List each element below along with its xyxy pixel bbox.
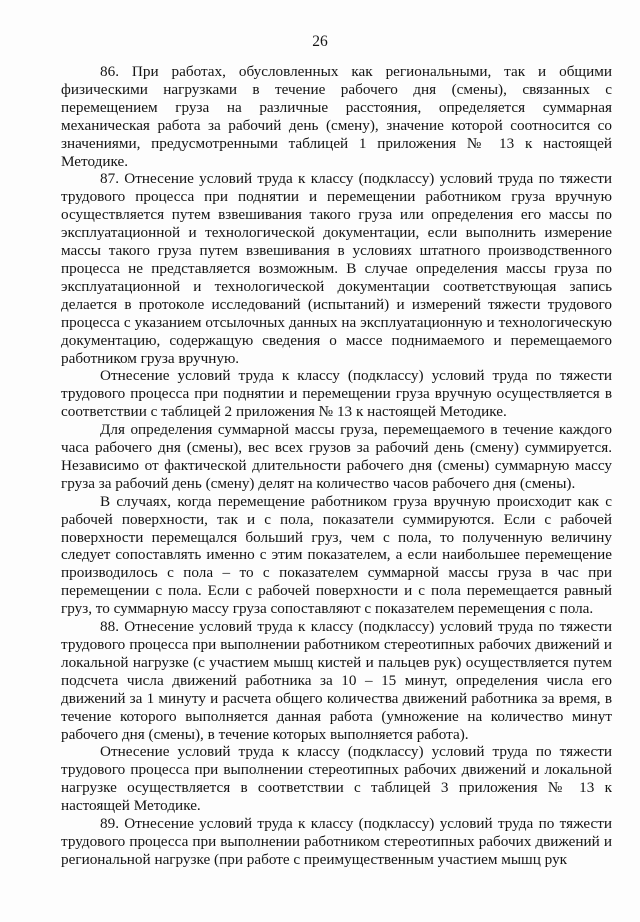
document-body: [61, 63, 612, 869]
paragraph-88: 88. Отнесение условий труда к классу (подклассу) условий труда по тяжести трудового процесса при выполнении работником стереотипных рабочих движений и локальной нагрузке (с участием мышц кистей и пальцев рук) осуществляется путем подсчета числа движений работника за 10 – 15 минут, определения числа его движений за 1 минуту и расчета общего количества движений работника за время, в течение которого выполняется данная работа (умножение на количество минут рабочего дня (смены), в течение которых выполняется работа).: [61, 618, 612, 743]
paragraph-88-table-reference: Отнесение условий труда к классу (подклассу) условий труда по тяжести трудового процесса при выполнении стереотипных рабочих движений и локальной нагрузке осуществляется в соответствии с таблицей 3 приложения № 13 к настоящей Методике.: [61, 743, 612, 815]
paragraph-87: 87. Отнесение условий труда к классу (подклассу) условий труда по тяжести трудового процесса при поднятии и перемещении работником груза вручную осуществляется путем взвешивания такого груза или определения его массы по эксплуатационной и технологической документации, если выполнить измерение массы такого груза путем взвешивания в условиях штатного производственного процесса не представляется возможным. В случае определения массы груза по эксплуатационной и технологической документации соответствующая запись делается в протоколе исследований (испытаний) и измерений тяжести трудового процесса с указанием отсылочных данных на эксплуатационную и технологическую документацию, содержащую сведения о массе поднимаемого и перемещаемого работником груза вручную.: [61, 170, 612, 367]
paragraph-86: 86. При работах, обусловленных как региональными, так и общими физическими нагрузками в течение рабочего дня (смены), связанных с перемещением груза на различные расстояния, определяется суммарная механическая работа за рабочий день (смену), значение которой соотносится со значениями, предусмотренными таблицей 1 приложения № 13 к настоящей Методике.: [61, 63, 612, 170]
paragraph-87-table-reference: Отнесение условий труда к классу (подклассу) условий труда по тяжести трудового процесса при поднятии и перемещении груза вручную осуществляется в соответствии с таблицей 2 приложения № 13 к настоящей Методике.: [61, 367, 612, 421]
paragraph-total-mass: Для определения суммарной массы груза, перемещаемого в течение каждого часа рабочего дня (смены), вес всех грузов за рабочий день (смену) суммируется. Независимо от фактической длительности рабочего дня (смены) суммарную массу груза за рабочий день (смену) делят на количество часов рабочего дня (смены).: [61, 421, 612, 492]
paragraph-89: 89. Отнесение условий труда к классу (подклассу) условий труда по тяжести трудового процесса при выполнении работником стереотипных рабочих движений и региональной нагрузке (при работе с преимущественным участием мышц рук: [61, 815, 612, 868]
paragraph-work-surface-and-floor: В случаях, когда перемещение работником груза вручную происходит как с рабочей поверхности, так и с пола, показатели суммируются. Если с рабочей поверхности перемещался больший груз, чем с пола, то полученную величину следует сопоставлять именно с этим показателем, а если наибольшее перемещение производилось с пола – то с показателем суммарной массы груза в час при перемещении с пола. Если с рабочей поверхности и с пола перемещается равный груз, то суммарную массу груза сопоставляют с показателем перемещения с пола.: [61, 492, 612, 618]
page-number: 26: [312, 33, 328, 50]
